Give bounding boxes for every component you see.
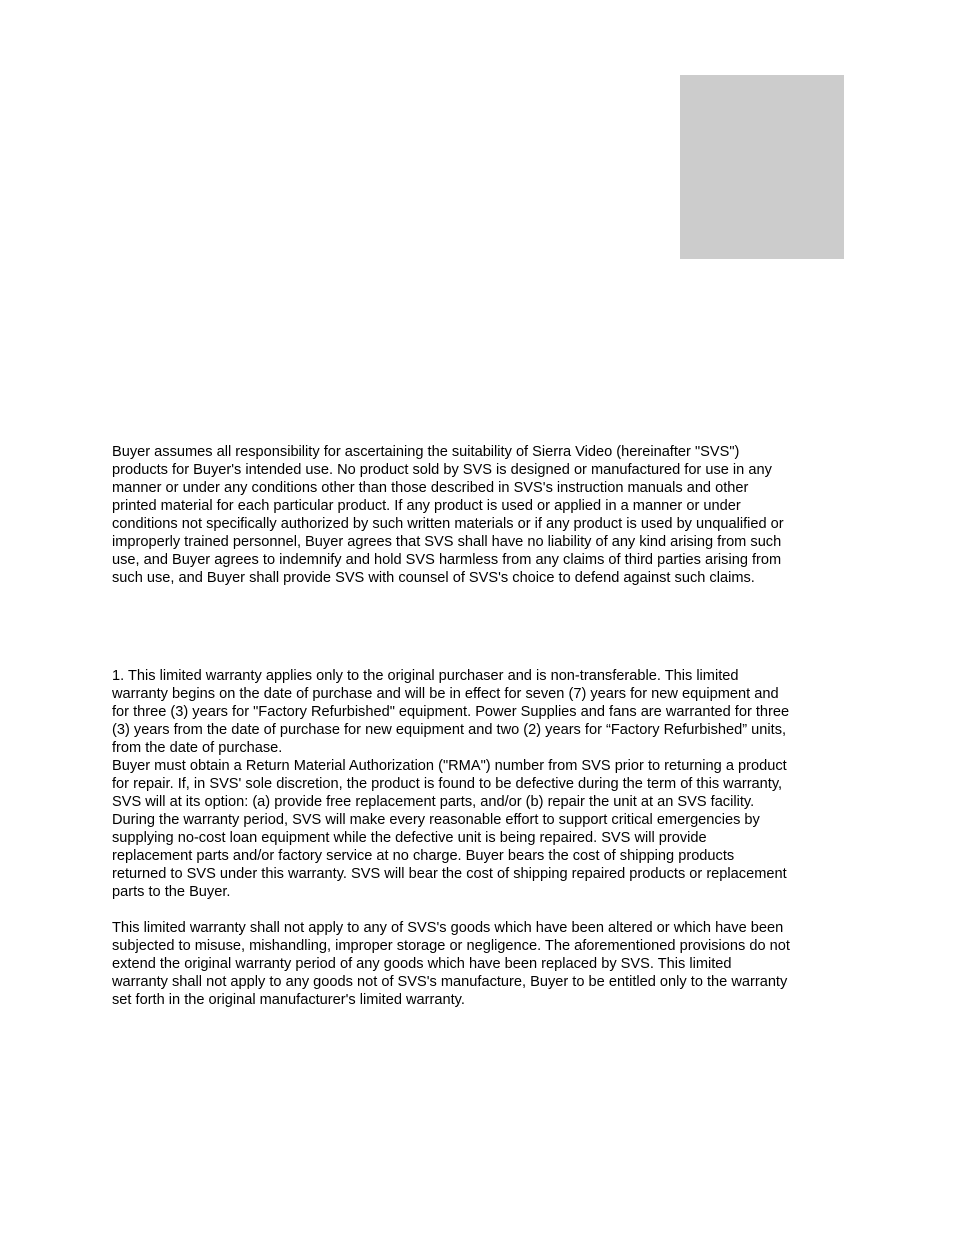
image-placeholder bbox=[680, 75, 844, 259]
warranty-paragraph-1: 1. This limited warranty applies only to the original purchaser and is non-transferable. This limited warranty begins on the date of purchase and will be in effect for seven (7) years for new equipment and for three (3) years for "Factory Refurbished" equipment. Power Supplies and fans are warranted for three (3) years from the date of purchase for new equipment and two (2) years for “Factory Refurbished” units, from the date of purchase. bbox=[112, 668, 790, 756]
responsibility-paragraph: Buyer assumes all responsibility for ascertaining the suitability of Sierra Video (hereinafter "SVS") products for Buyer's intended use. No product sold by SVS is designed or manufactured for use in any manner or under any conditions other than those described in SVS's instruction manuals and other printed material for each particular product. If any product is used or applied in a manner or under conditions not specifically authorized by such written materials or if any product is used by unqualified or improperly trained personnel, Buyer agrees that SVS shall have no liability of any kind arising from such use, and Buyer agrees to indemnify and hold SVS harmless from any claims of third parties arising from such use, and Buyer shall provide SVS with counsel of SVS's choice to defend against such claims. bbox=[112, 444, 784, 586]
warranty-paragraph-2: Buyer must obtain a Return Material Authorization ("RMA") number from SVS prior to returning a product for repair. If, in SVS' sole discretion, the product is found to be defective during the term of this warranty, SVS will at its option: (a) provide free replacement parts, and/or (b) repair the unit at an SVS facility. During the warranty period, SVS will make every reasonable effort to support critical emergencies by supplying no-cost loan equipment while the defective unit is being repaired. SVS will provide replacement parts and/or factory service at no charge. Buyer bears the cost of shipping products returned to SVS under this warranty. SVS will bear the cost of shipping repaired products or replacement parts to the Buyer. bbox=[112, 758, 787, 900]
warranty-paragraph-3: This limited warranty shall not apply to any of SVS's goods which have been altered or which have been subjected to misuse, mishandling, improper storage or negligence. The aforementioned provisions do not extend the original warranty period of any goods which have been replaced by SVS. This limited warranty shall not apply to any goods not of SVS's manufacture, Buyer to be entitled only to the warranty set forth in the original manufacturer's limited warranty. bbox=[112, 920, 790, 1008]
